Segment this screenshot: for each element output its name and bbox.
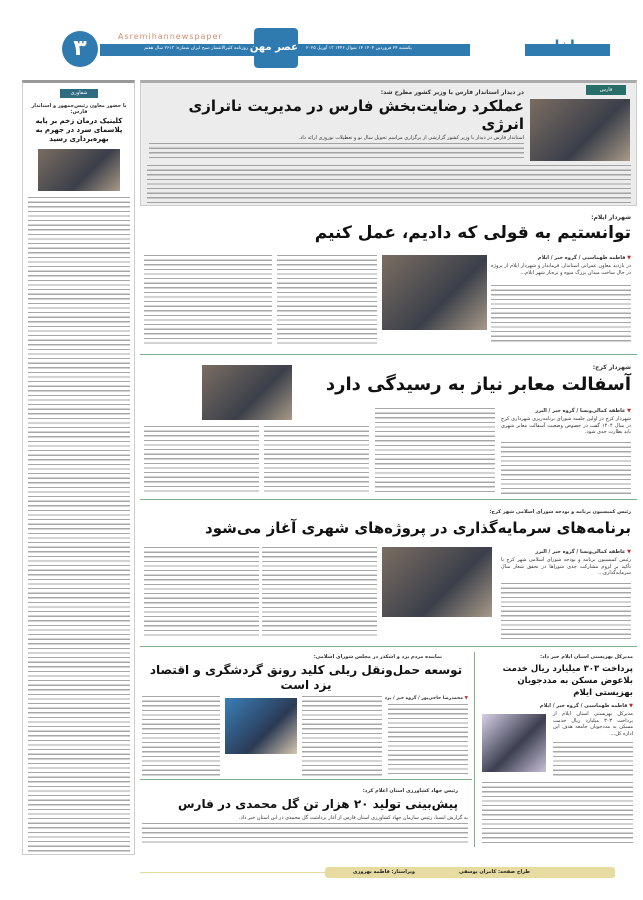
ilam-mayor-article <box>140 210 637 355</box>
welfare-photo <box>482 714 546 772</box>
sidebar-body <box>28 197 130 852</box>
sidebar-headline: کلینیک درمان زخم بر پایه پلاسمای سرد در جهرم به بهره‌برداری رسید <box>35 117 123 143</box>
asphalt-headline: آسفالت معابر نیاز به رسیدگی دارد <box>325 374 631 395</box>
fars-tag: فارس <box>586 85 626 95</box>
fars-body-bottom <box>147 165 631 203</box>
welfare-headline: پرداخت ۳۰۳ میلیارد ریال خدمت بلاعوض مسکن به مددجویان بهزیستی ایلام <box>502 664 633 698</box>
masthead <box>0 28 643 76</box>
budget-body-3 <box>144 547 259 639</box>
column-divider <box>474 652 475 847</box>
asphalt-body-1 <box>501 442 631 494</box>
welfare-kicker: مدیرکل بهزیستی استان ایلام خبر داد: <box>540 654 633 660</box>
budget-body-2 <box>262 547 377 639</box>
ilam-photo <box>382 255 487 330</box>
flower-body <box>142 823 468 844</box>
sidebar-tag: شفاوری <box>60 89 98 98</box>
fars-flower-article <box>140 785 472 847</box>
fars-headline: عملکرد رضایت‌بخش فارس در مدیریت ناترازی انرژی <box>188 97 524 133</box>
fars-lead: استاندار فارس در دیدار با وزیر کشور گزارشی از برگزاری مراسم تحویل سال نو و تعطیلات نوروزی ارائه داد. <box>298 135 524 141</box>
karaj-budget-article <box>140 505 637 647</box>
section-name <box>470 44 525 56</box>
budget-kicker: رئیس کمیسیون برنامه و بودجه شورای اسلامی شهر کرج: <box>489 509 631 515</box>
budget-headline: برنامه‌های سرمایه‌گذاری در پروژه‌های شهری آغاز می‌شود <box>205 519 631 537</box>
yazd-article <box>140 650 472 780</box>
yazd-body-3 <box>142 696 220 776</box>
yazd-photo <box>225 698 297 754</box>
asphalt-body-2 <box>375 408 495 494</box>
fars-photo <box>530 99 630 161</box>
ilam-body-1 <box>491 285 631 345</box>
page-number: ۳ <box>62 31 98 67</box>
fars-body <box>149 143 524 161</box>
flower-kicker: رئیس جهاد کشاورزی استان اعلام کرد: <box>362 788 458 794</box>
yazd-body-2 <box>302 696 382 776</box>
ilam-body-3 <box>144 255 272 345</box>
karaj-asphalt-article <box>140 360 637 500</box>
ilam-byline: ▼ فاطمه طهماسبی / گروه خبر / ایلام <box>538 255 631 261</box>
asphalt-lead: شهردار کرج در اولین جلسه شورای برنامه‌ریزی شهرداری کرج در سال ۱۴۰۴ گفت در خصوص وضعیت آسفالت معابر شهری باید نظارت جدی شود. <box>501 416 631 435</box>
fars-kicker: در دیدار استاندار فارس با وزیر کشور مطرح شد: <box>380 89 524 96</box>
yazd-byline: ▼ محمدرضا حاجی‌پور / گروه خبر / یزد <box>385 696 468 701</box>
asphalt-body-3 <box>264 426 369 494</box>
welfare-body-2 <box>482 782 633 844</box>
site-name: Asremihannewspaper <box>118 32 223 41</box>
asphalt-byline: ▼ عاطفه کمالی‌ونسا / گروه خبر / البرز <box>535 408 631 414</box>
budget-lead: رئیس کمیسیون برنامه و بودجه شورای اسلامی شهر کرج با تأکید بر لزوم مشارکت جدی شوراها در تحقق شعار سال سرمایه‌گذاری... <box>501 557 631 576</box>
asphalt-photo <box>202 365 292 420</box>
logo: عصر مهن <box>254 28 298 68</box>
section-title: داخلی <box>540 38 582 54</box>
sidebar-column <box>22 80 135 855</box>
welfare-lead: مدیرکل بهزیستی استان ایلام از پرداخت ۳۰۳ میلیارد ریال خدمت مسکن به مددجویان جامعه هدف این اداره کل... <box>553 711 633 737</box>
budget-byline: ▼ عاطفه کمالی‌ونسا / گروه خبر / البرز <box>535 549 631 555</box>
ilam-headline: توانستیم به قولی که دادیم، عمل کنیم <box>314 223 631 243</box>
yazd-body-1 <box>388 704 468 776</box>
budget-photo <box>382 547 492 617</box>
ilam-welfare-article <box>478 650 637 848</box>
sidebar-kicker: با حضور معاون رئیس‌جمهور و استاندار فارس: <box>31 103 127 115</box>
welfare-byline: ▼ فاطمه طهماسبی / گروه خبر / ایلام <box>540 703 633 709</box>
footer-line <box>140 872 325 873</box>
footer-designer: طراح صفحه: کامران یوسفی <box>459 869 530 875</box>
fars-article <box>140 80 637 206</box>
asphalt-kicker: شهردار کرج: <box>592 364 631 371</box>
welfare-body <box>553 742 633 778</box>
flower-headline: پیش‌بینی تولید ۲۰ هزار تن گل محمدی در فارس <box>177 797 458 811</box>
footer-editor: ویراستار: فاطمه بهروزی <box>352 869 415 875</box>
ilam-kicker: شهردار ایلام: <box>591 214 631 221</box>
budget-body-1 <box>501 583 631 639</box>
yazd-kicker: نماینده مردم یزد و اشکذر در مجلس شورای اسلامی: <box>313 654 442 660</box>
sidebar-photo <box>38 149 120 191</box>
yazd-headline: توسعه حمل‌ونقل ریلی کلید رونق گردشگری و اقتصاد یزد است <box>149 663 463 692</box>
ilam-lead: در بازدید معاون عمرانی استاندار، فرماندار و شهردار ایلام از پروژه در حال ساخت میدان بزرگ میوه و تره‌بار شهر ایلام... <box>491 263 631 276</box>
ilam-body-2 <box>277 255 377 345</box>
date: یکشنبه ۲۴ فروردین ۱۴۰۴ ۱۴ شوال ۱۴۴۶ ۱۳ آوریل ۲۰۲۵ <box>306 46 412 51</box>
asphalt-body-4 <box>144 426 259 494</box>
footer-bar <box>325 867 615 878</box>
tagline: روزنامه کثیرالانتشار صبح ایران شماره: ۲۶۱۳ سال هفتم <box>144 46 248 51</box>
flower-lead: به گزارش ایسنا، رئیس سازمان جهاد کشاورزی استان فارس از آغاز برداشت گل محمدی در این استان خبر داد. <box>238 815 468 821</box>
